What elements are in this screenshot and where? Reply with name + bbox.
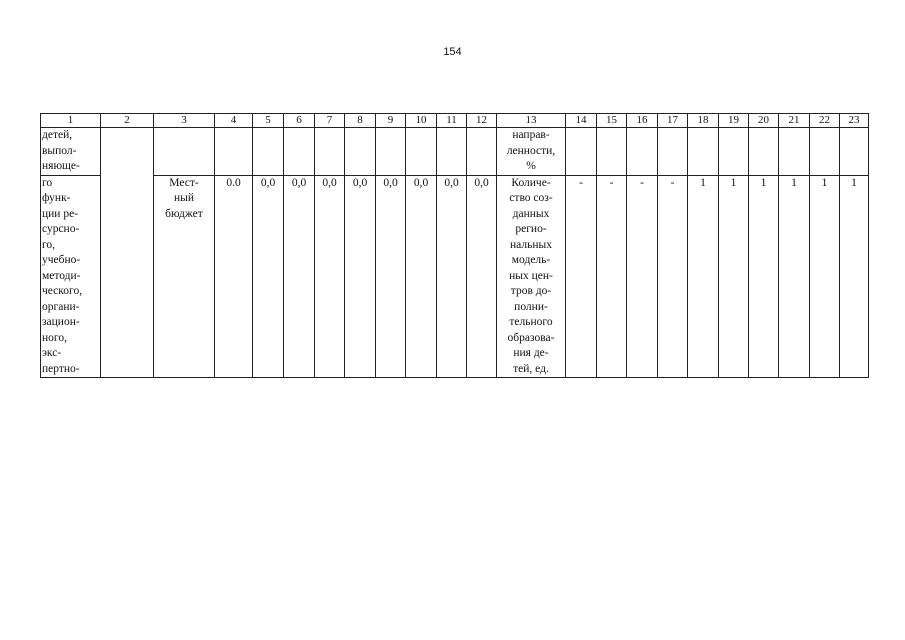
empty-cell — [284, 128, 315, 176]
header-cell: 13 — [497, 114, 566, 128]
indicator-value-cell: 1 — [779, 175, 810, 378]
header-cell: 22 — [810, 114, 840, 128]
header-cell: 18 — [688, 114, 719, 128]
empty-cell — [566, 128, 597, 176]
value-cell: 0,0 — [376, 175, 406, 378]
header-cell: 10 — [406, 114, 437, 128]
empty-cell — [779, 128, 810, 176]
funding-source-cell — [154, 175, 215, 378]
description-text: го функ- ции ре- сурсно- го, учебно- методи- ческого, органи- зацион- ного, экс- пертно- — [42, 176, 83, 375]
indicator-value-cell: - — [566, 175, 597, 378]
empty-cell — [688, 128, 719, 176]
data-table — [40, 113, 869, 378]
indicator-value-cell: 1 — [688, 175, 719, 378]
empty-cell — [719, 128, 749, 176]
header-cell: 1 — [41, 114, 101, 128]
header-cell: 11 — [437, 114, 467, 128]
value-cell: 0,0 — [437, 175, 467, 378]
header-cell: 12 — [467, 114, 497, 128]
empty-cell — [810, 128, 840, 176]
header-cell: 2 — [101, 114, 154, 128]
empty-cell — [467, 128, 497, 176]
indicator-value-cell: 1 — [810, 175, 840, 378]
indicator-value-cell: - — [597, 175, 627, 378]
indicator-value-cell: - — [658, 175, 688, 378]
value-cell: 0,0 — [467, 175, 497, 378]
header-cell: 15 — [597, 114, 627, 128]
value-cell: 0,0 — [253, 175, 284, 378]
empty-cell — [840, 128, 869, 176]
empty-cell — [658, 128, 688, 176]
header-cell: 19 — [719, 114, 749, 128]
value-cell: 0,0 — [345, 175, 376, 378]
header-cell: 20 — [749, 114, 779, 128]
header-cell: 21 — [779, 114, 810, 128]
table-row — [41, 128, 869, 176]
indicator-value-cell: 1 — [719, 175, 749, 378]
empty-cell — [376, 128, 406, 176]
header-cell: 16 — [627, 114, 658, 128]
header-cell: 9 — [376, 114, 406, 128]
value-cell: 0.0 — [215, 175, 253, 378]
indicator-text: направ- ленности, % — [506, 129, 556, 172]
empty-cell — [406, 128, 437, 176]
header-cell: 8 — [345, 114, 376, 128]
empty-cell — [345, 128, 376, 176]
page-number: 154 — [443, 46, 462, 58]
table-row — [41, 175, 869, 378]
empty-cell — [215, 128, 253, 176]
empty-cell — [627, 128, 658, 176]
header-cell: 17 — [658, 114, 688, 128]
header-cell: 14 — [566, 114, 597, 128]
empty-cell — [315, 128, 345, 176]
empty-cell — [154, 128, 215, 176]
value-cell: 0,0 — [315, 175, 345, 378]
header-cell: 5 — [253, 114, 284, 128]
value-cell: 0,0 — [284, 175, 315, 378]
indicator-value-cell: 1 — [840, 175, 869, 378]
funding-source-text: Мест- ный бюджет — [165, 176, 203, 220]
indicator-cell — [497, 175, 566, 378]
empty-cell — [597, 128, 627, 176]
header-cell: 23 — [840, 114, 869, 128]
row-description-cell — [41, 175, 101, 378]
indicator-value-cell: - — [627, 175, 658, 378]
empty-cell — [749, 128, 779, 176]
row-description-cell — [41, 128, 101, 176]
indicator-text: Количе- ство соз- данных регио- нальных модель- ных цен- тров до- полни- тельного образова- ния де- тей, ед. — [507, 176, 555, 375]
indicator-cell — [497, 128, 566, 176]
header-cell: 3 — [154, 114, 215, 128]
header-row — [41, 114, 869, 128]
empty-cell — [101, 128, 154, 378]
value-cell: 0,0 — [406, 175, 437, 378]
header-cell: 4 — [215, 114, 253, 128]
empty-cell — [437, 128, 467, 176]
header-cell: 6 — [284, 114, 315, 128]
indicator-value-cell: 1 — [749, 175, 779, 378]
header-cell: 7 — [315, 114, 345, 128]
description-text: детей, выпол- няюще- — [42, 129, 80, 172]
empty-cell — [253, 128, 284, 176]
